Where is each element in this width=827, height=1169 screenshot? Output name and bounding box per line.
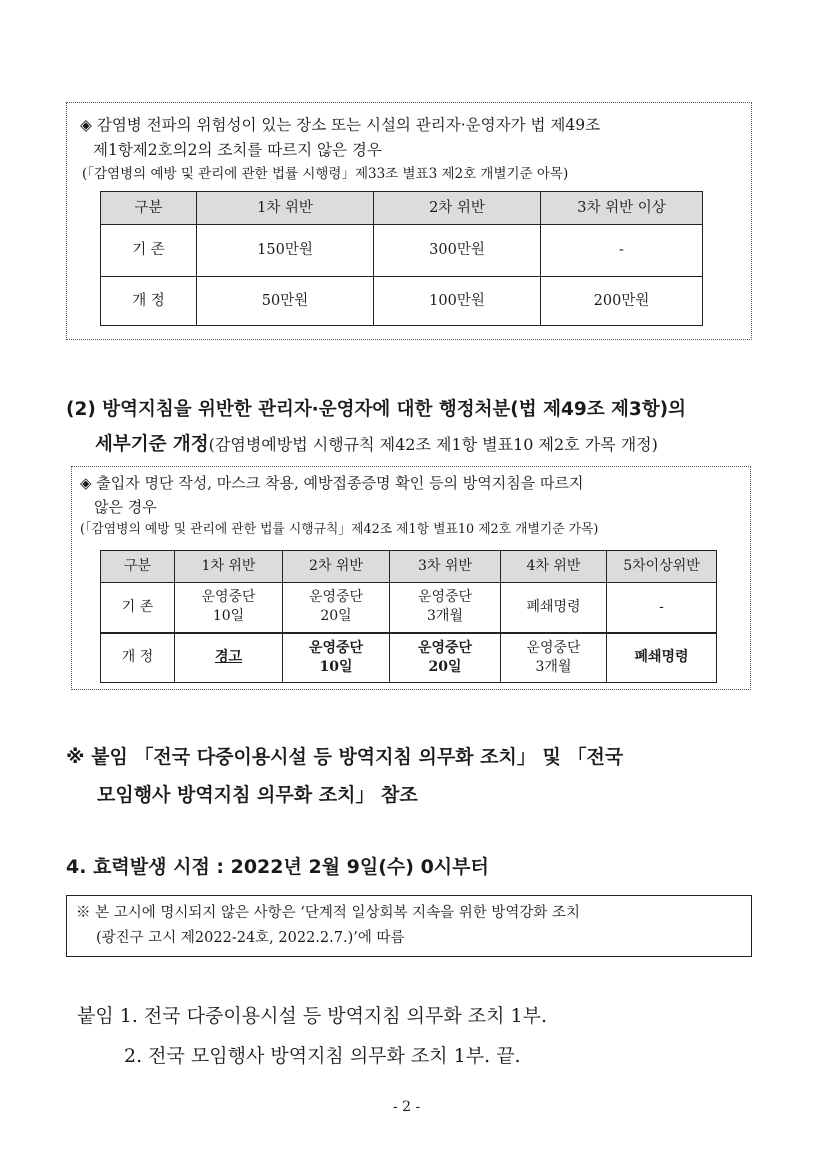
note-line2: (광진구 고시 제2022-24호, 2022.2.7.)’에 따름	[96, 930, 405, 946]
table-cell: 300만원	[374, 225, 541, 277]
table-cell	[283, 583, 390, 633]
table-row	[101, 225, 703, 277]
section-2-subheading	[95, 430, 658, 456]
fine-table-header: 3차 위반 이상	[541, 192, 703, 225]
box1-line1: ◈ 감염병 전파의 위험성이 있는 장소 또는 시설의 관리자·운영자가 법 제49조	[80, 116, 601, 134]
penalty-table-header: 2차 위반	[283, 551, 390, 583]
penalty-table-header: 5차이상위반	[607, 551, 717, 583]
table-cell	[501, 633, 607, 683]
section-2-subheading-normal: (감염병예방법 시행규칙 제42조 제1항 별표10 제2호 가목 개정)	[208, 435, 658, 454]
attachment-notice-line1: ※ 붙임 「전국 다중이용시설 등 방역지침 의무화 조치」 및 「전국	[66, 746, 624, 768]
fine-table-header: 구분	[101, 192, 197, 225]
fine-table-header: 2차 위반	[374, 192, 541, 225]
table-cell: 50만원	[197, 277, 374, 326]
attachment-2: 2. 전국 모임행사 방역지침 의무화 조치 1부. 끝.	[124, 1045, 521, 1067]
table-cell: 개 정	[101, 277, 197, 326]
penalty-table-header: 구분	[101, 551, 175, 583]
table-cell: -	[541, 225, 703, 277]
table-cell	[175, 633, 283, 683]
cell-line: 운영중단	[526, 639, 581, 656]
cell-line: 20일	[428, 658, 462, 675]
table-cell: -	[607, 583, 717, 633]
table-cell	[175, 583, 283, 633]
table-cell: 폐쇄명령	[607, 633, 717, 683]
table-cell: 개 정	[101, 633, 175, 683]
fine-table	[100, 191, 703, 326]
section-2-subheading-bold: 세부기준 개정	[95, 434, 209, 455]
cell-line: 3개월	[427, 608, 463, 625]
table-cell	[390, 633, 501, 683]
table-row	[101, 277, 703, 326]
cell-line: 운영중단	[201, 589, 256, 606]
table-cell: 폐쇄명령	[501, 583, 607, 633]
note-line1: ※ 본 고시에 명시되지 않은 사항은 ‘단계적 일상회복 지속을 위한 방역강화 조치	[76, 905, 581, 921]
penalty-table-header: 4차 위반	[501, 551, 607, 583]
table-cell	[390, 583, 501, 633]
table-cell: 100만원	[374, 277, 541, 326]
cell-line: 10일	[319, 658, 353, 675]
cell-line: 3개월	[535, 658, 572, 675]
penalty-table-header: 1차 위반	[175, 551, 283, 583]
cell-line: 운영중단	[308, 589, 364, 606]
table-cell: 기 존	[101, 225, 197, 277]
table-cell: 기 존	[101, 583, 175, 633]
table-row	[101, 583, 717, 633]
cell-line: 경고	[214, 649, 243, 666]
penalty-table	[100, 550, 717, 683]
penalty-table-header: 3차 위반	[390, 551, 501, 583]
table-cell: 200만원	[541, 277, 703, 326]
box1-line2: 제1항제2호의2의 조치를 따르지 않은 경우	[93, 141, 382, 159]
fine-table-header: 1차 위반	[197, 192, 374, 225]
section-2-heading: (2) 방역지침을 위반한 관리자·운영자에 대한 행정처분(법 제49조 제3항)의	[66, 399, 686, 420]
cell-line: 운영중단	[417, 639, 473, 656]
table-cell: 150만원	[197, 225, 374, 277]
box2-line3: (「감염병의 예방 및 관리에 관한 법률 시행규칙」제42조 제1항 별표10 제2호 개별기준 가목)	[80, 522, 599, 537]
table-cell	[283, 633, 390, 683]
box2-line1: ◈ 출입자 명단 작성, 마스크 착용, 예방접종증명 확인 등의 방역지침을 따르지	[80, 474, 584, 492]
box2-line2: 않은 경우	[94, 498, 157, 516]
cell-line: 10일	[212, 608, 245, 625]
page-number: - 2 -	[393, 1099, 421, 1115]
box1-line3: (「감염병의 예방 및 관리에 관한 법률 시행령」제33조 별표3 제2호 개별기준 아목)	[82, 166, 569, 182]
cell-line: 운영중단	[417, 589, 473, 606]
attachment-notice-line2: 모임행사 방역지침 의무화 조치」 참조	[97, 784, 418, 806]
table-row	[101, 633, 717, 683]
effective-date: 4. 효력발생 시점 : 2022년 2월 9일(수) 0시부터	[66, 856, 489, 878]
attachment-1: 붙임 1. 전국 다중이용시설 등 방역지침 의무화 조치 1부.	[77, 1005, 548, 1027]
cell-line: 20일	[320, 608, 352, 625]
cell-line: 운영중단	[308, 639, 364, 656]
